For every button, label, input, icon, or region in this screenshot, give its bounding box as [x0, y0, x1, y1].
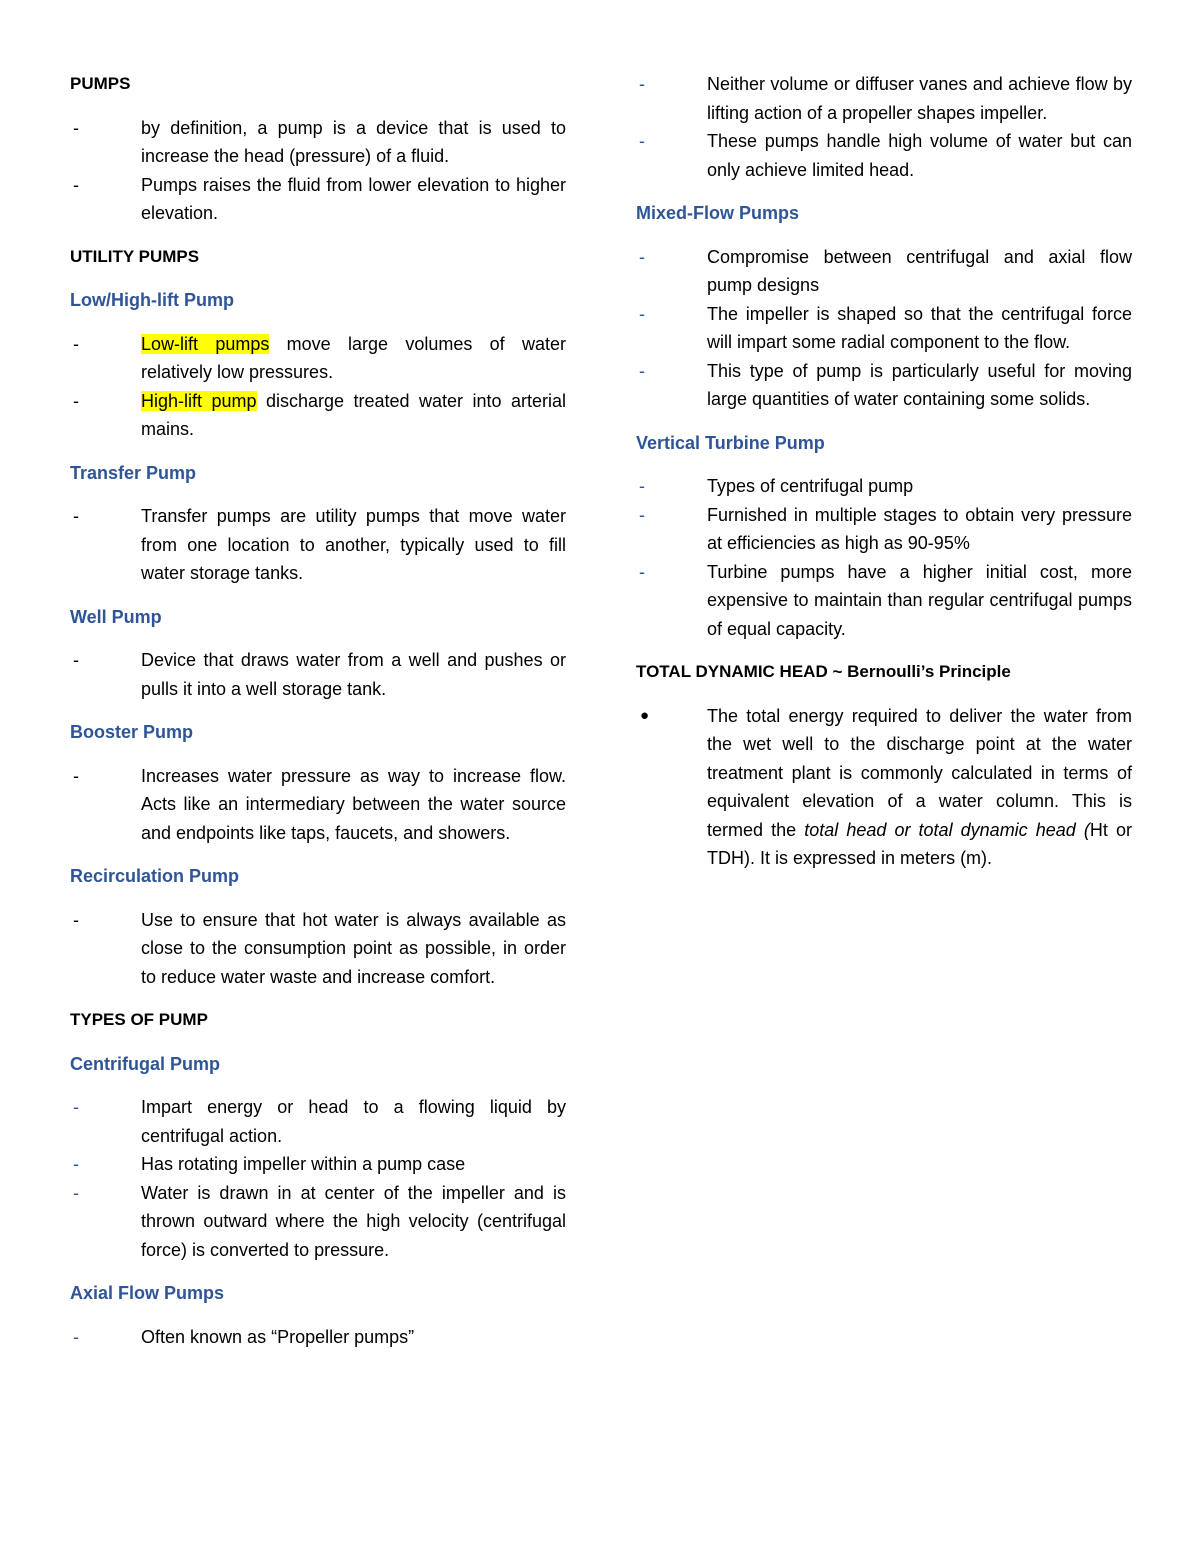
heading-low-high-lift: Low/High-lift Pump [70, 290, 234, 310]
list-item: - Compromise between centrifugal and axial flow pump designs [636, 243, 1132, 300]
list-item: - Has rotating impeller within a pump case [70, 1150, 566, 1179]
list-item: - Neither volume or diffuser vanes and achieve flow by lifting action of a propeller shapes impeller. [636, 70, 1132, 127]
list-item: - Often known as “Propeller pumps” [70, 1323, 566, 1352]
list-item: ● The total energy required to deliver the water from the wet well to the discharge point at the water treatment plant is commonly calculated in terms of equivalent elevation of a water column. This is termed the total head or total dynamic head (Ht or TDH). It is expressed in meters (m). [636, 702, 1132, 873]
heading-centrifugal-pump: Centrifugal Pump [70, 1053, 221, 1074]
heading-total-dynamic-head: TOTAL DYNAMIC HEAD ~ Bernoulli’s Principle [636, 662, 1011, 681]
axial-continued-list [636, 70, 1132, 184]
list-item: - Low-lift pumps move large volumes of water relatively low pressures. [70, 330, 566, 387]
centrifugal-list [70, 1093, 566, 1264]
dash-marker: - [639, 360, 645, 381]
booster-list [70, 762, 566, 848]
heading-utility-pumps: UTILITY PUMPS [70, 246, 200, 266]
dash-marker: - [73, 390, 79, 411]
list-item: - Transfer pumps are utility pumps that move water from one location to another, typically used to fill water storage tanks. [70, 502, 566, 588]
dash-marker: - [639, 303, 645, 324]
dash-marker: - [639, 504, 645, 525]
heading-mixed-flow-pumps: Mixed-Flow Pumps [636, 203, 800, 223]
list-item: - Impart energy or head to a flowing liquid by centrifugal action. [70, 1093, 566, 1150]
dash-marker: - [639, 74, 645, 94]
mixed-flow-list [636, 243, 1132, 414]
heading-recirculation-pump: Recirculation Pump [70, 866, 240, 886]
dash-marker: - [73, 1182, 79, 1203]
dash-marker: - [73, 650, 79, 670]
dash-marker: - [639, 131, 645, 151]
heading-types-of-pump: TYPES OF PUMP [70, 1010, 208, 1029]
highlighted-term: Low-lift pumps [141, 333, 270, 354]
dash-marker: - [73, 174, 79, 195]
dash-marker: - [73, 1154, 79, 1174]
dash-marker: - [73, 117, 79, 138]
heading-vertical-turbine-pump: Vertical Turbine Pump [636, 432, 825, 453]
left-column [70, 70, 566, 1366]
dash-marker: - [73, 506, 79, 526]
transfer-list [70, 502, 566, 588]
heading-axial-flow-pumps: Axial Flow Pumps [70, 1283, 225, 1303]
dash-marker: - [639, 476, 645, 496]
highlighted-term: High-lift pump [141, 390, 257, 411]
list-item: - Pumps raises the fluid from lower elevation to higher elevation. [70, 171, 566, 228]
dash-marker: - [73, 333, 79, 354]
list-item: - Device that draws water from a well and pushes or pulls it into a well storage tank. [70, 646, 566, 703]
list-item: - Water is drawn in at center of the impeller and is thrown outward where the high velocity (centrifugal force) is converted to pressure. [70, 1179, 566, 1265]
right-column [636, 70, 1132, 888]
italic-term: total head or total dynamic head ( [804, 819, 1090, 840]
dash-marker: - [73, 909, 79, 930]
list-item: - Use to ensure that hot water is always available as close to the consumption point as possible, in order to reduce water waste and increase comfort. [70, 906, 566, 992]
axial-list [70, 1323, 566, 1352]
dash-marker: - [73, 1326, 79, 1347]
list-item: - Furnished in multiple stages to obtain very pressure at efficiencies as high as 90-95% [636, 501, 1132, 558]
heading-transfer-pump: Transfer Pump [70, 462, 197, 483]
list-item: - These pumps handle high volume of water but can only achieve limited head. [636, 127, 1132, 184]
list-item: - Increases water pressure as way to increase flow. Acts like an intermediary between the water source and endpoints like taps, faucets, and showers. [70, 762, 566, 848]
heading-well-pump: Well Pump [70, 606, 162, 627]
list-item: - by definition, a pump is a device that is used to increase the head (pressure) of a fluid. [70, 114, 566, 171]
dash-marker: - [639, 561, 645, 582]
recirculation-list [70, 906, 566, 992]
dash-marker: - [73, 1097, 79, 1117]
list-item: - Turbine pumps have a higher initial cost, more expensive to maintain than regular centrifugal pumps of equal capacity. [636, 558, 1132, 644]
bullet-marker: ● [640, 706, 650, 724]
pumps-list [70, 114, 566, 228]
low-high-lift-list [70, 330, 566, 444]
list-item: - This type of pump is particularly useful for moving large quantities of water containing some solids. [636, 357, 1132, 414]
well-list [70, 646, 566, 703]
tdh-list [636, 702, 1132, 873]
heading-pumps: PUMPS [70, 74, 131, 93]
list-item: - Types of centrifugal pump [636, 472, 1132, 501]
list-item: - High-lift pump discharge treated water into arterial mains. [70, 387, 566, 444]
vertical-turbine-list [636, 472, 1132, 643]
dash-marker: - [639, 246, 645, 267]
dash-marker: - [73, 765, 79, 786]
list-item: - The impeller is shaped so that the centrifugal force will impart some radial component to the flow. [636, 300, 1132, 357]
heading-booster-pump: Booster Pump [70, 722, 194, 742]
